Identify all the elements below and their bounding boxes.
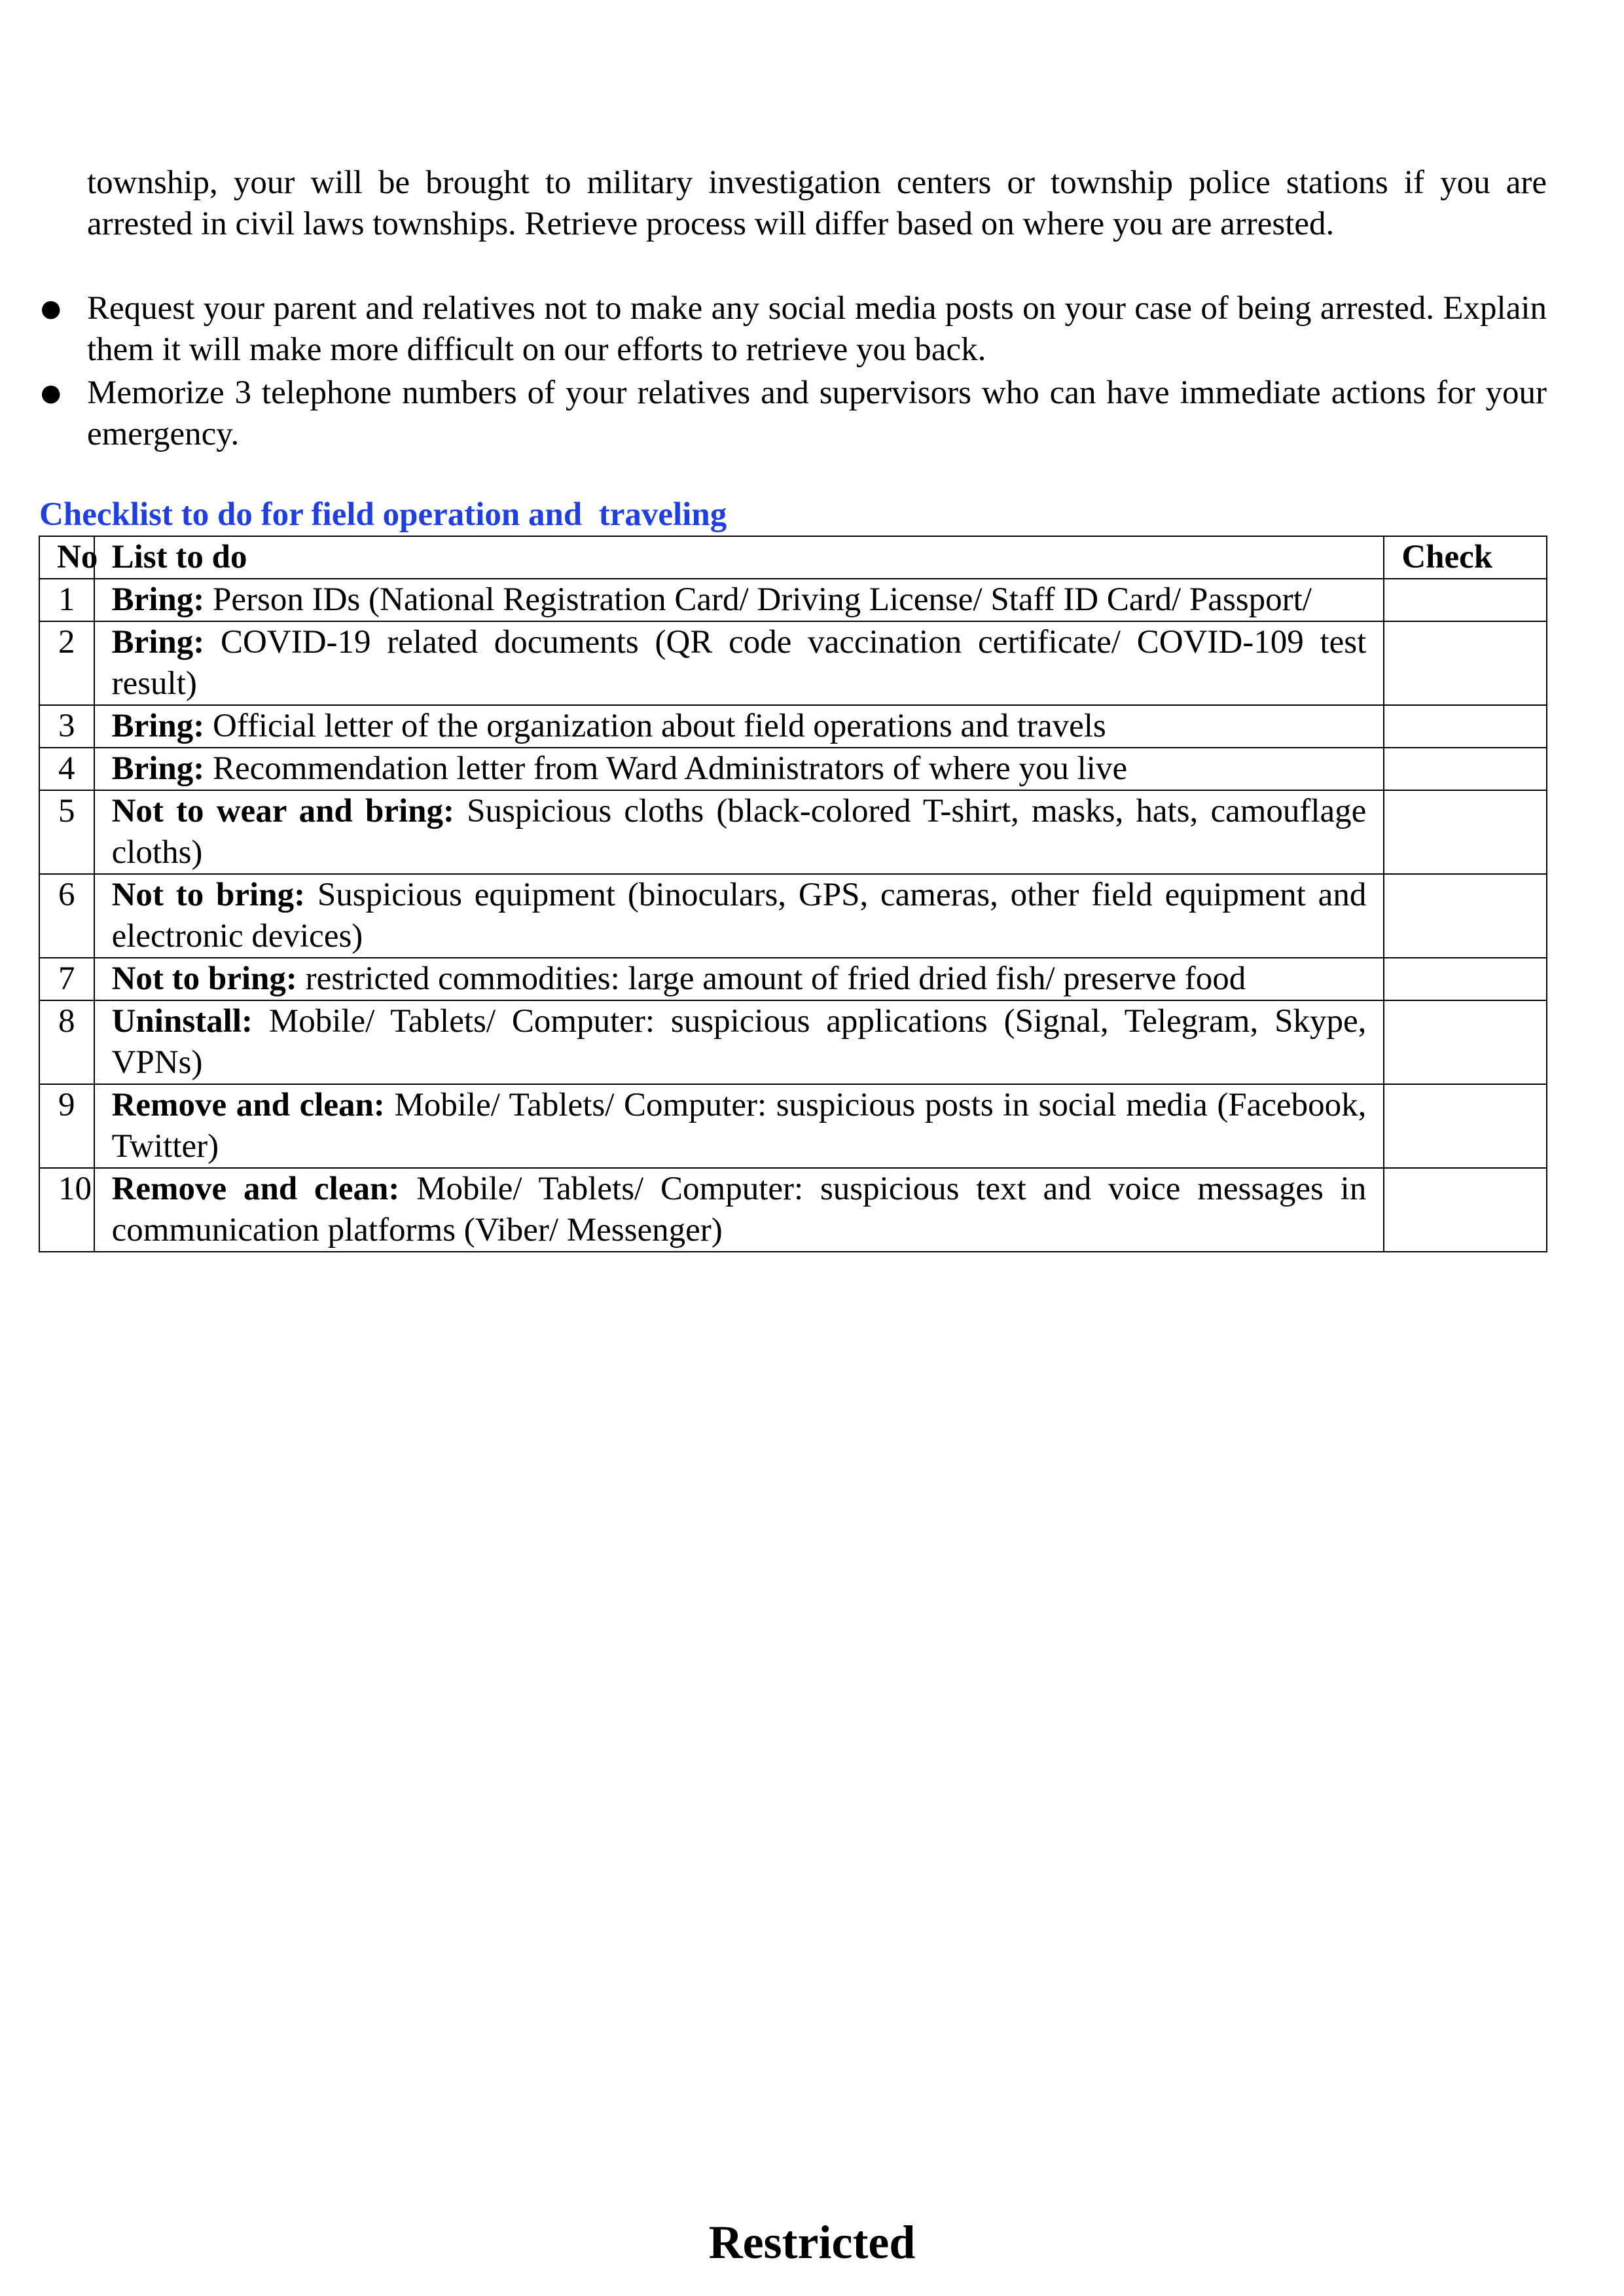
- row-check-cell[interactable]: [1384, 874, 1547, 958]
- continued-paragraph: township, your will be brought to military investigation centers or township police stations if you are arrested in civil laws townships. Retrieve process will differ based on where you are arrested.: [87, 164, 1547, 242]
- row-number: 1: [39, 579, 94, 621]
- table-row: [39, 705, 1547, 748]
- row-item-action: Bring:: [111, 624, 205, 661]
- row-item: [94, 874, 1384, 958]
- row-item: [94, 1000, 1384, 1084]
- row-check-cell[interactable]: [1384, 748, 1547, 790]
- checklist-table: [39, 536, 1547, 1252]
- checklist-body: [39, 579, 1547, 1252]
- table-row: [39, 579, 1547, 621]
- bullet-text: Request your parent and relatives not to make any social media posts on your case of being arrested. Explain them it will make more difficult on our efforts to retrieve you back.: [87, 290, 1547, 368]
- row-item-action: Remove and clean:: [111, 1171, 400, 1207]
- bullet-item: [39, 373, 1547, 455]
- check-box[interactable]: [1384, 875, 1546, 916]
- row-item: [94, 705, 1384, 748]
- row-check-cell[interactable]: [1384, 790, 1547, 874]
- row-item-text: Mobile/ Tablets/ Computer: suspicious posts in social media (Facebook, Twitter): [111, 1087, 1367, 1165]
- table-row: [39, 748, 1547, 790]
- row-item-action: Bring:: [111, 750, 205, 787]
- row-item-text: COVID-19 related documents (QR code vaccination certificate/ COVID-109 test result): [111, 624, 1367, 702]
- row-check-cell[interactable]: [1384, 1168, 1547, 1252]
- row-item-action: Remove and clean:: [111, 1087, 385, 1123]
- check-box[interactable]: [1384, 1001, 1546, 1042]
- check-box[interactable]: [1384, 1169, 1546, 1210]
- bullet-item: [39, 288, 1547, 371]
- row-check-cell[interactable]: [1384, 621, 1547, 705]
- row-item-action: Not to bring:: [111, 960, 297, 997]
- row-item-action: Bring:: [111, 708, 205, 744]
- row-number: 10: [39, 1168, 94, 1252]
- table-row: [39, 1084, 1547, 1168]
- row-item: [94, 621, 1384, 705]
- row-number: 5: [39, 790, 94, 874]
- row-check-cell[interactable]: [1384, 958, 1547, 1000]
- row-item-text: Recommendation letter from Ward Administrators of where you live: [204, 750, 1128, 787]
- bullet-icon: ●: [41, 295, 62, 322]
- bullet-list: [39, 288, 1547, 457]
- row-check-cell[interactable]: [1384, 1084, 1547, 1168]
- table-row: [39, 790, 1547, 874]
- table-row: [39, 621, 1547, 705]
- row-item-text: Suspicious equipment (binoculars, GPS, cameras, other field equipment and electronic devices): [111, 877, 1367, 955]
- row-number: 7: [39, 958, 94, 1000]
- row-item: [94, 790, 1384, 874]
- row-number: 8: [39, 1000, 94, 1084]
- row-check-cell[interactable]: [1384, 705, 1547, 748]
- restricted-footer: Restricted: [708, 2216, 916, 2269]
- table-row: [39, 958, 1547, 1000]
- table-row: [39, 1168, 1547, 1252]
- row-item-action: Not to wear and bring:: [111, 793, 454, 829]
- row-item: [94, 1084, 1384, 1168]
- row-check-cell[interactable]: [1384, 579, 1547, 621]
- table-row: [39, 874, 1547, 958]
- row-number: 2: [39, 621, 94, 705]
- row-item: [94, 579, 1384, 621]
- row-item-text: Official letter of the organization about field operations and travels: [204, 708, 1106, 744]
- bullet-icon: ●: [41, 380, 62, 407]
- column-header-no: No: [39, 536, 94, 579]
- row-number: 4: [39, 748, 94, 790]
- row-item-text: Suspicious cloths (black-colored T-shirt, masks, hats, camouflage cloths): [111, 793, 1367, 871]
- row-item-text: Person IDs (National Registration Card/ Driving License/ Staff ID Card/ Passport/: [204, 581, 1312, 618]
- row-number: 9: [39, 1084, 94, 1168]
- row-item-text: Mobile/ Tablets/ Computer: suspicious text and voice messages in communication platforms (Viber/ Messenger): [111, 1171, 1367, 1248]
- column-header-check: Check: [1384, 536, 1547, 579]
- row-item-text: restricted commodities: large amount of fried dried fish/ preserve food: [297, 960, 1246, 997]
- checklist-heading: Checklist to do for field operation and traveling: [39, 496, 727, 533]
- check-box[interactable]: [1384, 622, 1546, 663]
- check-box[interactable]: [1384, 791, 1546, 832]
- row-number: 6: [39, 874, 94, 958]
- row-item-text: Mobile/ Tablets/ Computer: suspicious applications (Signal, Telegram, Skype, VPNs): [111, 1003, 1367, 1081]
- check-box[interactable]: [1384, 579, 1546, 621]
- row-number: 3: [39, 705, 94, 748]
- check-box[interactable]: [1384, 748, 1546, 790]
- check-box[interactable]: [1384, 706, 1546, 747]
- column-header-list: List to do: [94, 536, 1384, 579]
- bullet-text: Memorize 3 telephone numbers of your relatives and supervisors who can have immediate actions for your emergency.: [87, 374, 1547, 452]
- row-item: [94, 748, 1384, 790]
- row-check-cell[interactable]: [1384, 1000, 1547, 1084]
- check-box[interactable]: [1384, 958, 1546, 1000]
- row-item-action: Uninstall:: [111, 1003, 253, 1040]
- row-item-action: Not to bring:: [111, 877, 306, 913]
- row-item: [94, 958, 1384, 1000]
- table-row: [39, 1000, 1547, 1084]
- row-item-action: Bring:: [111, 581, 205, 618]
- check-box[interactable]: [1384, 1085, 1546, 1126]
- row-item: [94, 1168, 1384, 1252]
- table-header-row: [39, 536, 1547, 579]
